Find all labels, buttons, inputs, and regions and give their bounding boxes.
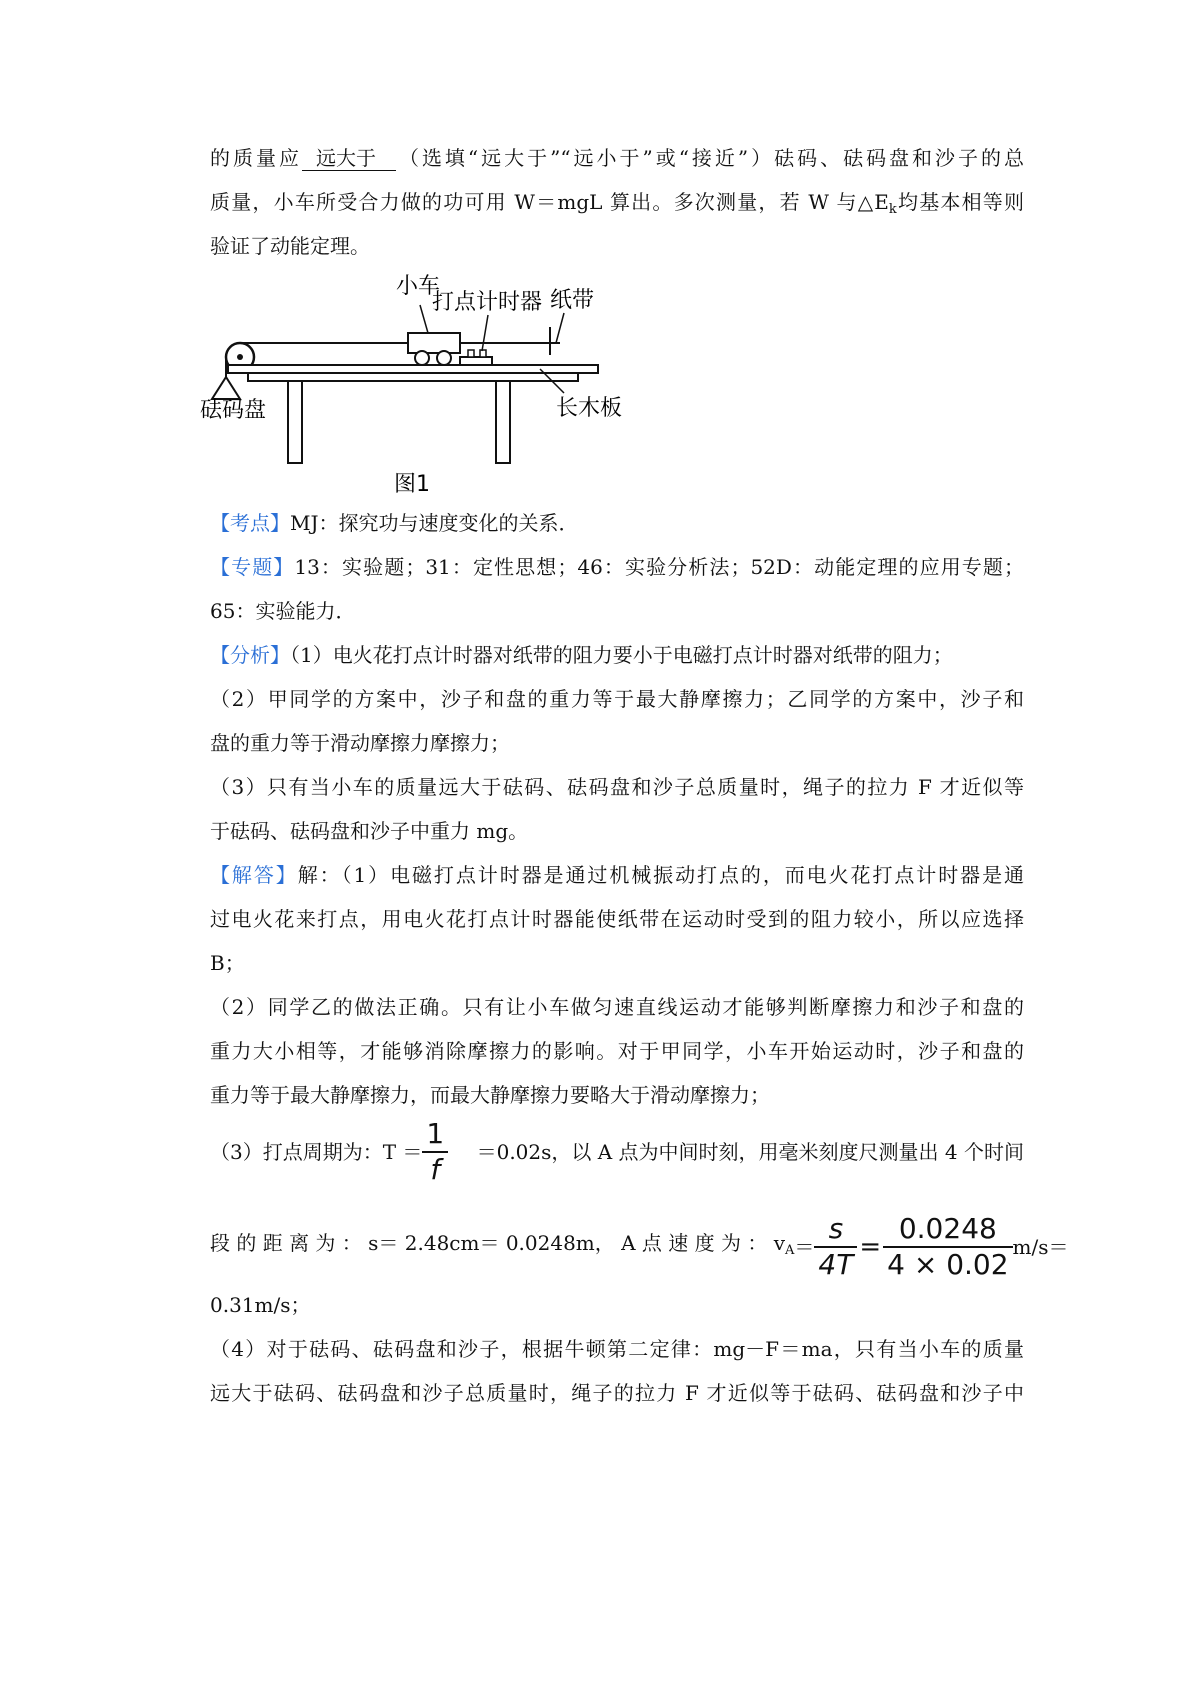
subscript: k [888,202,897,217]
jieda-line [210,860,1024,890]
section-tag: 【考点】 [210,511,290,535]
formula-line-period [210,1112,1024,1192]
section-tag: 【分析】 [210,643,290,667]
text-line: 0.31m/s； [210,1293,311,1317]
text-line: 验证了动能定理。 [210,234,370,258]
text-line: （4）对于砝码、砝码盘和沙子，根据牛顿第二定律：mg－F＝ma，只有当小车的质量 [210,1337,1024,1361]
text-segment: 的质量应 [210,146,302,170]
text-segment: ＝0.02s，以 A 点为中间时刻，用毫米刻度尺测量出 4 个时间 [476,1140,1024,1164]
text-line: 65：实验能力． [210,599,356,623]
fraction-numerator: s [828,1212,844,1245]
fenxi-line [210,640,953,670]
subscript: A [785,1243,795,1258]
text-segment: 质量，小车所受合力做的功可用 W＝mgL 算出。多次测量，若 W 与△E [210,190,889,214]
text-segment: （选填“远大于”“远小于”或“接近”）砝码、砝码盘和沙子的总 [395,146,1025,170]
text-line: 重力大小相等，才能够消除摩擦力的影响。对于甲同学，小车开始运动时，沙子和盘的 [210,1039,1024,1063]
text-line [210,187,1024,225]
formula-line-velocity [210,1204,1069,1290]
section-tag: 【解答】 [210,863,298,887]
label-timer: 打点计时器 [432,290,543,315]
table-top [248,373,578,381]
text-segment: 均基本相等则 [896,190,1025,214]
text-line [210,143,1024,173]
zhuanti-line [210,552,1024,582]
table-leg [288,381,302,463]
label-long-board: 长木板 [556,396,623,421]
text-line: 远大于砝码、砝码盘和沙子总质量时，绳子的拉力 F 才近似等于砝码、砝码盘和沙子中 [210,1381,1024,1405]
label-tape: 纸带 [550,288,595,313]
text-segment: 段 的 距 离 为 ： s＝ 2.48cm＝ 0.0248m， A 点 速 度 为 ： v [210,1231,786,1255]
timer-icon [460,357,492,365]
fraction-denominator: 4T [818,1248,854,1281]
fraction-numeric [883,1212,1012,1282]
label-weight-pan: 砝码盘 [200,398,267,423]
section-tag: 【专题】 [210,555,295,579]
text-line: 重力等于最大静摩擦力，而最大静摩擦力要略大于滑动摩擦力； [210,1083,770,1107]
fraction-s-over-4t [814,1212,857,1282]
fraction-numerator: 0.0248 [898,1212,997,1245]
experiment-diagram [200,274,680,525]
equals-sign: = [859,1232,882,1262]
fraction-denominator: f [430,1153,441,1186]
text-segment: 13：实验题；31：定性思想；46：实验分析法；52D：动能定理的应用专题； [294,555,1024,579]
text-segment: （3）打点周期为：T ＝ [210,1140,423,1164]
text-segment: 解：（1）电磁打点计时器是通过机械振动打点的，而电火花打点计时器是通 [297,863,1025,887]
answer-blank: 远大于 [302,146,396,171]
table-leg [496,381,510,463]
fraction-numerator: 1 [426,1117,445,1150]
text-line: （3）只有当小车的质量远大于砝码、砝码盘和沙子总质量时，绳子的拉力 F 才近似等 [210,775,1024,799]
weight-pan-icon [212,377,240,399]
cart-icon [408,333,460,353]
velocity-expression [794,1212,1068,1282]
text-segment: （1）电火花打点计时器对纸带的阻力要小于电磁打点计时器对纸带的阻力； [290,643,953,667]
text-line: （2）甲同学的方案中，沙子和盘的重力等于最大静摩擦力；乙同学的方案中，沙子和 [210,687,1024,711]
fraction-denominator: 4 × 0.02 [887,1248,1009,1281]
figure-caption: 图1 [394,472,430,497]
fraction-one-over-f [422,1117,448,1187]
text-line: 于砝码、砝码盘和沙子中重力 mg。 [210,819,529,843]
text-segment [210,1228,794,1266]
text-line: （2）同学乙的做法正确。只有让小车做匀速直线运动才能够判断摩擦力和沙子和盘的 [210,995,1024,1019]
equals-sign: ＝ [794,1235,815,1259]
text-line: B； [210,951,245,975]
label-car: 小车 [396,274,441,299]
text-segment: m/s＝ [1012,1235,1069,1259]
kaodian-line [210,508,579,538]
text-line: 过电火花来打点，用电火花打点计时器能使纸带在运动时受到的阻力较小，所以应选择 [210,907,1024,931]
text-segment: MJ：探究功与速度变化的关系． [290,511,579,535]
text-line: 盘的重力等于滑动摩擦力摩擦力； [210,731,510,755]
